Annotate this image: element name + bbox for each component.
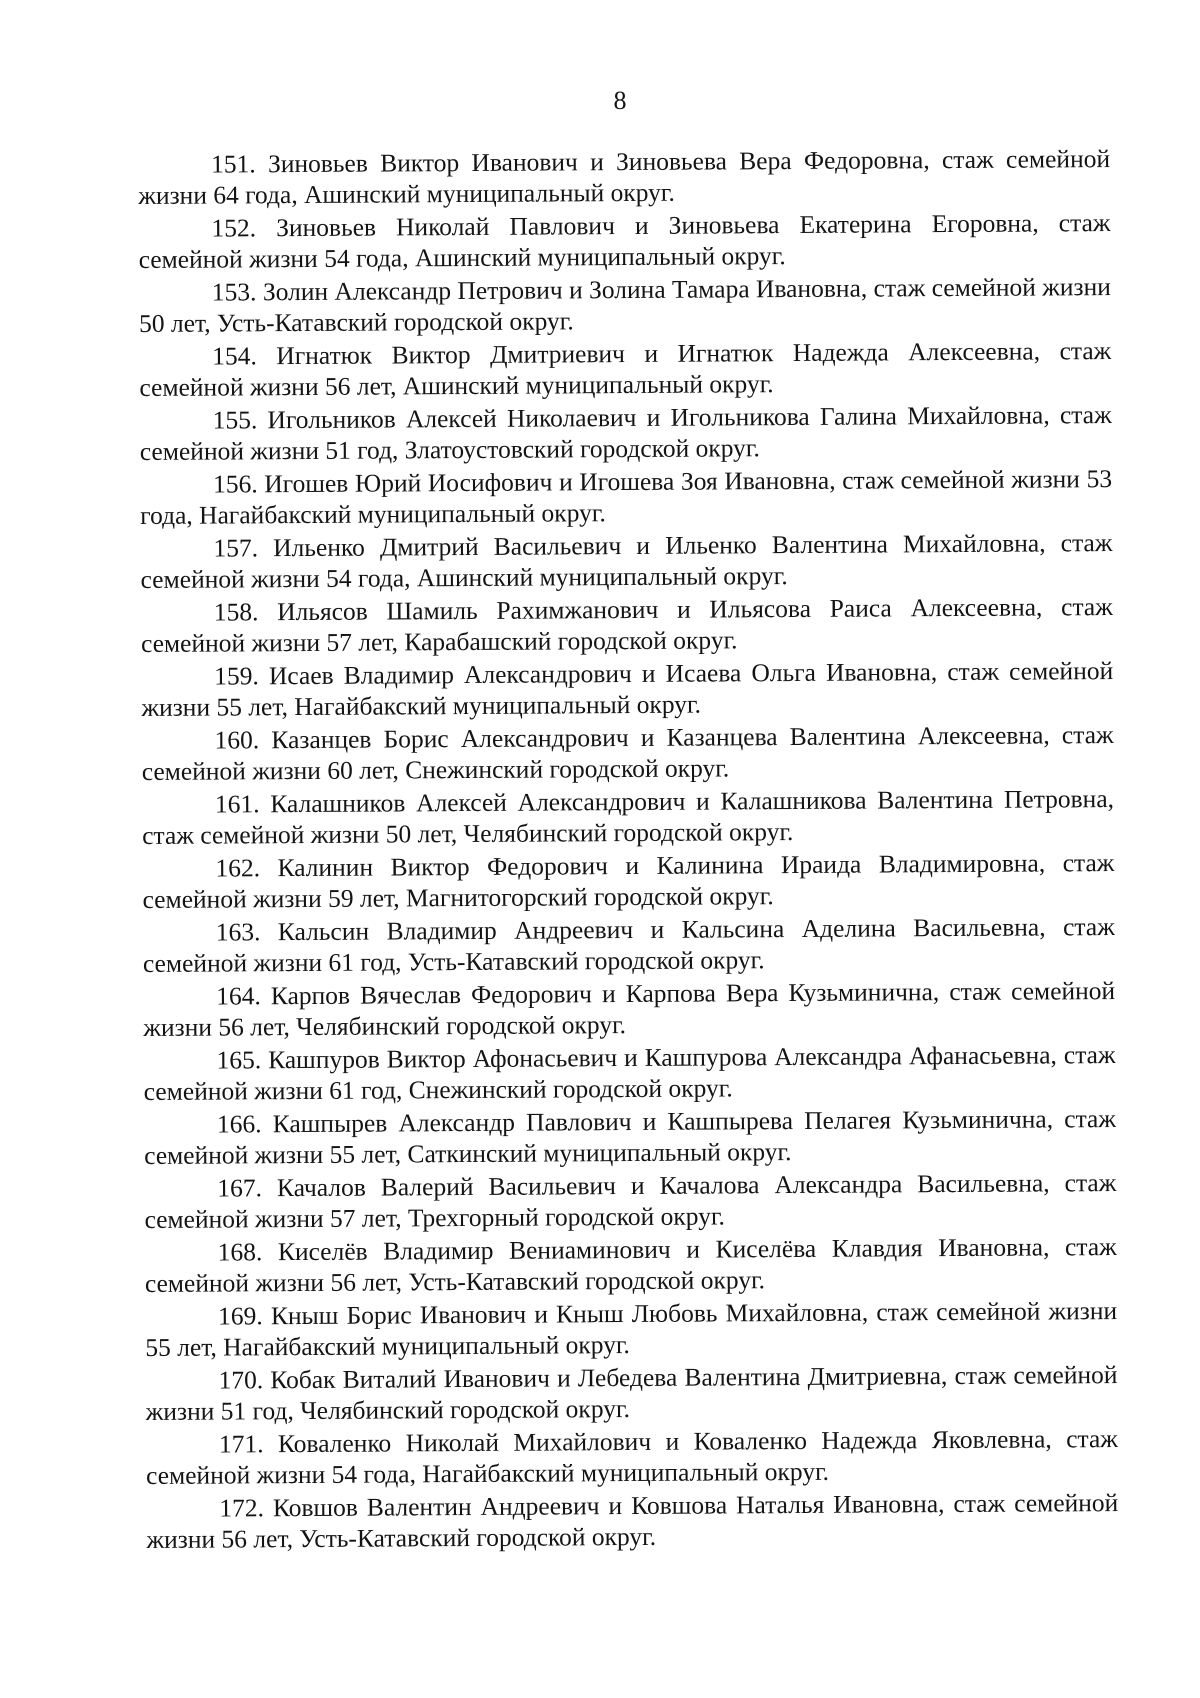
list-item: 168. Киселёв Владимир Вениаминович и Киселёва Клавдия Ивановна, стаж семейной жизни 56 лет, Усть-Катавский городской округ. (144, 1232, 1117, 1298)
list-item: 154. Игнатюк Виктор Дмитриевич и Игнатюк Надежда Алексеевна, стаж семейной жизни 56 лет, Ашинский муниципальный округ. (139, 336, 1112, 402)
list-item: 164. Карпов Вячеслав Федорович и Карпова Вера Кузьминична, стаж семейной жизни 56 лет, Челябинский городской округ. (143, 976, 1116, 1042)
list-item: 159. Исаев Владимир Александрович и Исаева Ольга Ивановна, стаж семейной жизни 55 лет, Нагайбакский муниципальный округ. (141, 656, 1114, 722)
page-number: 8 (613, 86, 627, 115)
award-list (138, 144, 1119, 1558)
list-item: 162. Калинин Виктор Федорович и Калинина Ираида Владимировна, стаж семейной жизни 59 лет, Магнитогорский городской округ. (142, 848, 1115, 914)
list-item: 166. Кашпырев Александр Павлович и Кашпырева Пелагея Кузьминична, стаж семейной жизни 55 лет, Саткинский муниципальный округ. (144, 1104, 1117, 1170)
list-item: 158. Ильясов Шамиль Рахимжанович и Ильясова Раиса Алексеевна, стаж семейной жизни 57 лет, Карабашский городской округ. (140, 592, 1113, 658)
list-item: 155. Игольников Алексей Николаевич и Игольникова Галина Михайловна, стаж семейной жизни 51 год, Златоустовский городской округ. (139, 400, 1112, 466)
list-item: 156. Игошев Юрий Иосифович и Игошева Зоя Ивановна, стаж семейной жизни 53 года, Нагайбакский муниципальный округ. (140, 464, 1113, 530)
list-item: 171. Коваленко Николай Михайлович и Коваленко Надежда Яковлевна, стаж семейной жизни 54 года, Нагайбакский муниципальный округ. (146, 1424, 1118, 1490)
list-item: 163. Кальсин Владимир Андреевич и Кальсина Аделина Васильевна, стаж семейной жизни 61 год, Усть-Катавский городской округ. (142, 912, 1115, 978)
list-item: 165. Кашпуров Виктор Афонасьевич и Кашпурова Александра Афанасьевна, стаж семейной жизни 61 год, Снежинский городской округ. (143, 1040, 1116, 1106)
list-item: 151. Зиновьев Виктор Иванович и Зиновьева Вера Федоровна, стаж семейной жизни 64 года, Ашинский муниципальный округ. (138, 144, 1111, 210)
list-item: 153. Золин Александр Петрович и Золина Тамара Ивановна, стаж семейной жизни 50 лет, Усть-Катавский городской округ. (138, 272, 1111, 338)
list-item: 172. Ковшов Валентин Андреевич и Ковшова Наталья Ивановна, стаж семейной жизни 56 лет, Усть-Катавский городской округ. (146, 1488, 1119, 1554)
list-item: 160. Казанцев Борис Александрович и Казанцева Валентина Алексеевна, стаж семейной жизни 60 лет, Снежинский городской округ. (141, 720, 1114, 786)
list-item: 169. Кныш Борис Иванович и Кныш Любовь Михайловна, стаж семейной жизни 55 лет, Нагайбакский муниципальный округ. (145, 1296, 1118, 1362)
list-item: 152. Зиновьев Николай Павлович и Зиновьева Екатерина Егоровна, стаж семейной жизни 54 года, Ашинский муниципальный округ. (138, 208, 1111, 274)
list-item: 161. Калашников Алексей Александрович и Калашникова Валентина Петровна, стаж семейной жизни 50 лет, Челябинский городской округ. (142, 784, 1115, 850)
list-item: 167. Качалов Валерий Васильевич и Качалова Александра Васильевна, стаж семейной жизни 57 лет, Трехгорный городской округ. (144, 1168, 1117, 1234)
list-item: 157. Ильенко Дмитрий Васильевич и Ильенко Валентина Михайловна, стаж семейной жизни 54 года, Ашинский муниципальный округ. (140, 528, 1113, 594)
list-item: 170. Кобак Виталий Иванович и Лебедева Валентина Дмитриевна, стаж семейной жизни 51 год, Челябинский городской округ. (145, 1360, 1118, 1426)
